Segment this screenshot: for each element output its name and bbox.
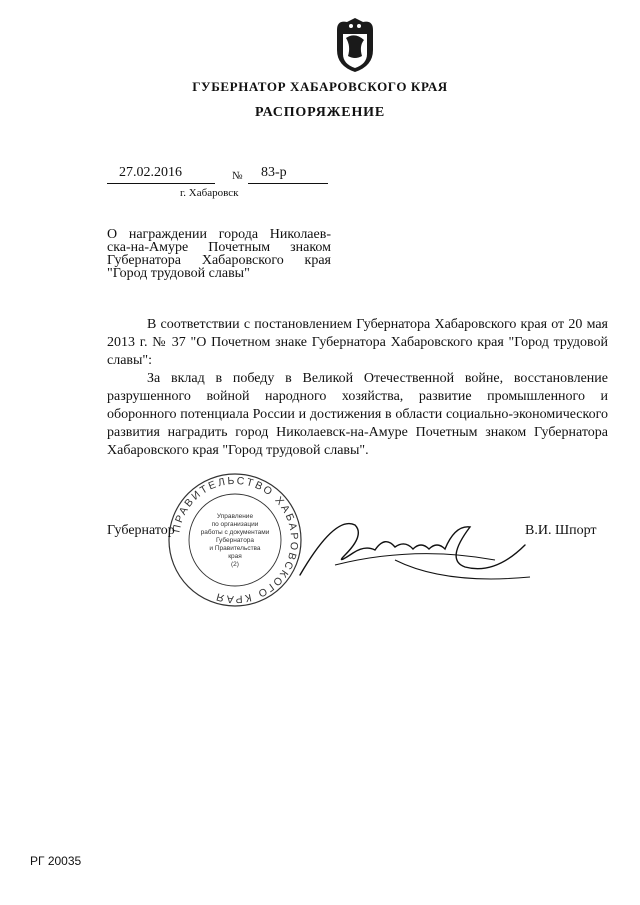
subject-line: ска-на-Амуре Почетным знаком	[107, 240, 331, 255]
subject-line: О награждении города Николаев-	[107, 227, 331, 242]
document-subject	[107, 228, 331, 280]
body-paragraph: За вклад в победу в Великой Отечественной войне, восстановление разрушенного войной народного хозяйства, развитие промышленного и оборонного потенциала России и достижения в области социально-экономического развития наградить город Николаевск-на-Амуре Почетным знаком Губернатора Хабаровского края "Город трудовой славы".	[107, 371, 608, 458]
signer-name: В.И. Шпорт	[525, 523, 597, 538]
seal-center-line: края	[228, 553, 242, 560]
seal-center-line: и Правительства	[209, 545, 261, 552]
seal-center-line: работы с документами	[200, 529, 270, 536]
registration-code: РГ 20035	[30, 854, 82, 868]
seal-center-line: Управление	[216, 513, 254, 520]
subject-line: Губернатора Хабаровского края	[107, 253, 331, 268]
document-type: РАСПОРЯЖЕНИЕ	[255, 105, 385, 120]
issuing-authority: ГУБЕРНАТОР ХАБАРОВСКОГО КРАЯ	[192, 79, 448, 94]
document-date: 27.02.2016	[107, 165, 215, 184]
seal-ring-text: ПРАВИТЕЛЬСТВО ХАБАРОВСКОГО КРАЯ	[170, 474, 301, 606]
city: г. Хабаровск	[180, 187, 239, 199]
coat-of-arms-icon	[329, 14, 381, 74]
seal-center-line: по организации	[211, 521, 259, 528]
official-seal	[165, 470, 305, 610]
seal-center-line: Губернатора	[215, 537, 255, 544]
handwritten-signature	[295, 505, 535, 590]
body-paragraph: В соответствии с постановлением Губернатора Хабаровского края от 20 мая 2013 г. № 37 "О Почетном знаке Губернатора Хабаровского края "Город трудовой славы":	[107, 317, 608, 368]
number-label: №	[232, 170, 243, 182]
document-number: 83-р	[248, 165, 328, 184]
document-body	[107, 316, 608, 460]
subject-line: "Город трудовой славы"	[107, 266, 250, 281]
signer-title: Губернатор	[107, 523, 175, 538]
seal-center-line: (2)	[231, 561, 239, 568]
